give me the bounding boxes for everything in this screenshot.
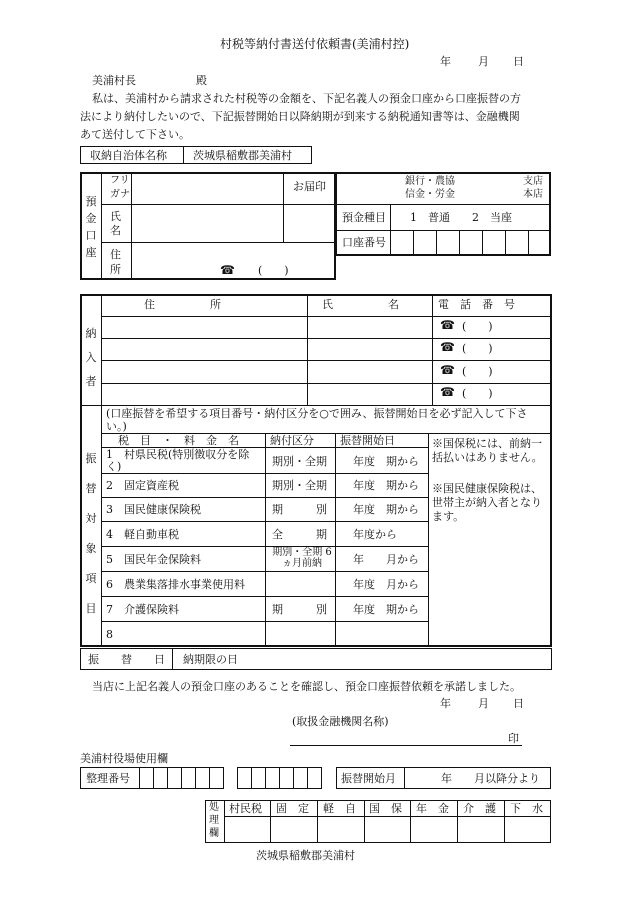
processing-col-6: 介 護 (463, 802, 496, 815)
start-month-label: 振替開始月 (341, 772, 396, 785)
deposit-type-options[interactable]: 1 普通 2 当座 (410, 211, 512, 224)
processing-col-5: 年 金 (416, 802, 449, 815)
transfer-item-6-start[interactable]: 年度 月から (353, 578, 419, 591)
account-side-label: 預金口座 (85, 195, 97, 259)
transfer-item-7-name: 7 介護保険料 (106, 603, 179, 616)
account-number-input[interactable] (391, 231, 550, 255)
ref-number-input[interactable] (140, 768, 223, 788)
transfer-day-label: 振 替 日 (88, 653, 165, 666)
intro-line-2: 法により納付したいので、下記振替開始日以降納期が到来する納税通知書等は、金融機関 (80, 110, 520, 123)
seal-area[interactable] (284, 195, 334, 241)
furigana-input[interactable] (132, 174, 282, 204)
branch-label-1: 支店 (523, 176, 543, 187)
intro-line-1: 私は、美浦村から請求された村税等の金額を、下記名義人の預金口座から口座振替の方 (92, 92, 521, 105)
processing-col-2: 固 定 (276, 802, 309, 815)
transfer-item-4-name: 4 軽自動車税 (106, 528, 179, 541)
office-use-label: 美浦村役場使用欄 (80, 752, 168, 765)
transfer-instruction: (口座振替を希望する項目番号・納付区分を○で囲み、振替開始日を必ず記入して下さい。) (106, 407, 528, 433)
phone-icon: ☎ (220, 263, 235, 277)
transfer-item-5-name: 5 国民年金保険料 (106, 553, 201, 566)
transfer-item-2-start[interactable]: 年度 期から (353, 479, 419, 492)
confirm-year: 年 (440, 697, 451, 710)
deposit-type-label: 預金種目 (342, 211, 386, 224)
name-label-2: 名 (110, 224, 121, 237)
collector-label: 収納自治体名称 (90, 149, 167, 162)
furigana-label-1: フリ (110, 175, 130, 186)
account-number-label: 口座番号 (342, 236, 386, 249)
seal-label: お届印 (293, 180, 326, 193)
payer-header-phone: 電 話 番 号 (438, 298, 515, 311)
date-year: 年 (440, 55, 451, 68)
processing-col-7: 下 水 (510, 802, 543, 815)
confirmation-text: 当店に上記名義人の預金口座のあることを確認し、預金口座振替依頼を承諾しました。 (92, 680, 521, 693)
transfer-item-2-division[interactable]: 期別・全期 (272, 479, 327, 492)
address-label-2: 所 (110, 263, 121, 276)
transfer-header-tax: 税 目 ・ 料 金 名 (118, 434, 239, 447)
confirm-day: 日 (513, 697, 524, 710)
name-label-1: 氏 (110, 210, 121, 223)
payer-phone-1[interactable]: ( ) (462, 320, 493, 333)
furigana-label-2: ガナ (110, 189, 130, 200)
transfer-item-8-name: 8 (106, 628, 113, 641)
transfer-side-label: 振替対象項目 (85, 452, 97, 615)
transfer-item-2-name: 2 固定資産税 (106, 479, 179, 492)
date-month: 月 (478, 55, 489, 68)
phone-icon: ☎ (440, 340, 455, 354)
phone-icon: ☎ (440, 363, 455, 377)
transfer-item-1-name: 1 村県民税(特別徴収分を除く) (106, 448, 250, 473)
bank-type-line2: 信金・労金 (405, 189, 455, 200)
transfer-item-6-name: 6 農業集落排水事業使用料 (106, 578, 245, 591)
confirm-month: 月 (478, 697, 489, 710)
payer-phone-2[interactable]: ( ) (462, 342, 493, 355)
transfer-day-value: 納期限の日 (183, 653, 238, 666)
account-name-input[interactable] (132, 205, 282, 242)
transfer-item-5-start[interactable]: 年 月から (353, 553, 419, 566)
phone-icon: ☎ (440, 318, 455, 332)
processing-side-label: 処理欄 (209, 802, 219, 839)
intro-line-3: あて送付して下さい。 (80, 128, 190, 141)
payer-header-name: 氏 名 (322, 298, 399, 311)
seal-mark: 印 (508, 732, 519, 745)
transfer-item-3-division[interactable]: 期 別 (272, 503, 327, 516)
processing-col-4: 国 保 (369, 802, 402, 815)
footer-municipality: 茨城県稲敷郡美浦村 (256, 849, 355, 862)
transfer-item-1-division[interactable]: 期別・全期 (272, 455, 327, 468)
branch-label-2: 本店 (523, 189, 543, 200)
transfer-item-7-start[interactable]: 年度 期から (353, 603, 419, 616)
transfer-header-start: 振替開始日 (340, 434, 395, 447)
collector-value: 茨城県稲敷郡美浦村 (193, 149, 292, 162)
institution-name-input[interactable] (290, 728, 505, 745)
addressee-name: 美浦村長 (92, 74, 136, 87)
institution-label: (取扱金融機関名称) (292, 715, 389, 728)
page-title: 村税等納付書送付依頼書(美浦村控) (220, 37, 410, 51)
bank-name-input[interactable] (337, 174, 549, 203)
processing-col-3: 軽 自 (323, 802, 356, 815)
phone-icon: ☎ (440, 385, 455, 399)
transfer-item-4-start[interactable]: 年度から (353, 528, 397, 541)
transfer-item-7-division[interactable]: 期 別 (272, 603, 327, 616)
payer-side-label: 納入者 (85, 327, 97, 388)
transfer-item-4-division[interactable]: 全 期 (272, 528, 327, 541)
account-phone-paren: ( ) (258, 264, 289, 277)
transfer-item-5-division[interactable]: 期別・全期 6ヵ月前納 (272, 547, 332, 569)
payer-phone-3[interactable]: ( ) (462, 365, 493, 378)
account-address-input[interactable] (132, 243, 332, 279)
transfer-header-division: 納付区分 (270, 434, 314, 447)
addressee-honorific: 殿 (196, 74, 207, 87)
start-month-value[interactable]: 年 月以降分より (441, 772, 540, 785)
transfer-item-3-name: 3 国民健康保険税 (106, 503, 201, 516)
address-label-1: 住 (110, 248, 121, 261)
note-2: ※国民健康保険税は、世帯主が納入者となります。 (432, 482, 542, 523)
payer-phone-4[interactable]: ( ) (462, 387, 493, 400)
transfer-item-3-start[interactable]: 年度 期から (353, 503, 419, 516)
ref-number-input-2[interactable] (238, 768, 321, 788)
payer-header-address: 住 所 (144, 298, 221, 311)
transfer-item-1-start[interactable]: 年度 期から (353, 455, 419, 468)
bank-type-line1: 銀行・農協 (405, 176, 455, 187)
note-1: ※国保税には、前納一括払いはありません。 (432, 437, 543, 464)
date-day: 日 (513, 55, 524, 68)
ref-number-label: 整理番号 (86, 772, 130, 785)
processing-col-1: 村民税 (229, 802, 262, 815)
